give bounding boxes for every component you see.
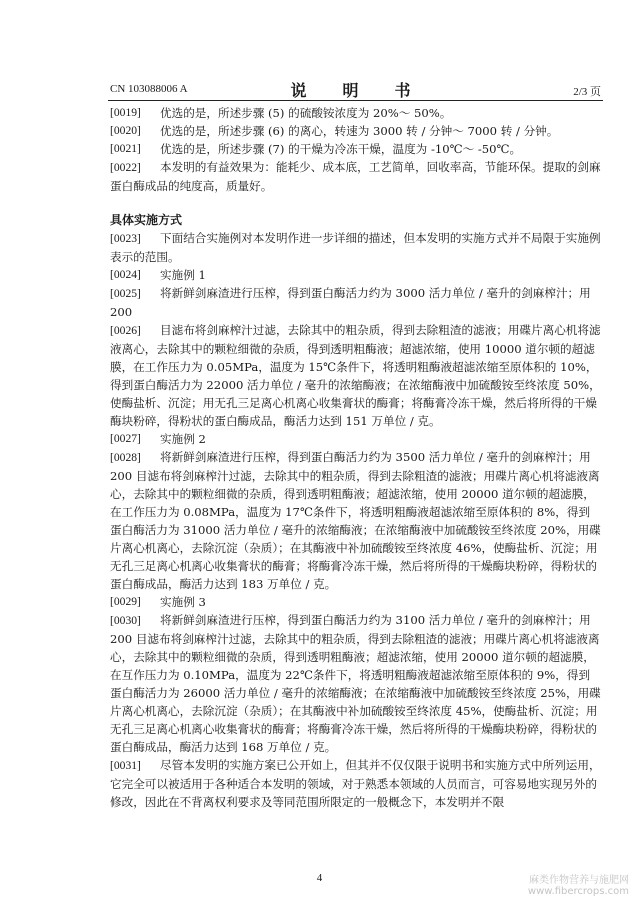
paragraph-number: [0029] (110, 595, 141, 608)
paragraph-text: 将新鲜剑麻渣进行压榨，得到蛋白酶活力约为 3100 活力单位 / 毫升的剑麻榨汁；用 200 目滤布将剑麻榨汁过滤，去除其中的粗杂质，得到去除粗渣的滤液；用碟片离心机将滤液离心，去除其中的颗粒细微的杂质，得到透明粗酶液；超滤浓缩，使用 20000 道尔顿的超滤膜，在互作压力为 0.10MPa，温度为 22℃条件下，将透明粗酶液超滤浓缩至原体积的 9%，得到蛋白酶活力为 26000 活力单位 / 毫升的浓缩酶液；在浓缩酶液中加硫酸铵至终浓度 25%，用碟片离心机离心，去除沉淀（杂质）；在其酶液中补加硫酸铵至终浓度 45%，使酶盐析、沉淀；用无孔三足离心机离心收集膏状的酶膏；将酶膏冷冻干燥，然后将所得的干燥酶块粉碎，得粉状的蛋白酶成品，酶活力达到 168 万单位 / 克。 (110, 613, 601, 754)
page-header (110, 80, 601, 98)
paragraph-number: [0026] (110, 324, 141, 337)
paragraph-number: [0031] (110, 759, 141, 772)
paragraph-0022 (110, 158, 601, 195)
paragraph-0027 (110, 430, 601, 448)
document-body (110, 104, 601, 811)
paragraph-0028 (110, 448, 601, 593)
paragraph-0020 (110, 122, 601, 140)
paragraph-number: [0022] (110, 161, 141, 174)
paragraph-number: [0030] (110, 614, 141, 627)
paragraph-number: [0021] (110, 142, 141, 155)
paragraph-0025 (110, 284, 601, 321)
paragraph-text: 实施例 1 (160, 268, 206, 282)
paragraph-0024 (110, 266, 601, 284)
paragraph-0026 (110, 321, 601, 430)
paragraph-0030 (110, 611, 601, 756)
page-number: 4 (316, 872, 323, 884)
paragraph-number: [0027] (110, 432, 141, 445)
paragraph-0021 (110, 140, 601, 158)
paragraph-0029 (110, 593, 601, 611)
paragraph-text: 目滤布将剑麻榨汁过滤，去除其中的粗杂质，得到去除粗渣的滤液；用碟片离心机将滤液离心，去除其中的颗粒细微的杂质，得到透明粗酶液；超滤浓缩，使用 10000 道尔顿的超滤膜，在工作压力为 0.05MPa，温度为 15℃条件下，将透明粗酶液超滤浓缩至原体积的 10%，得到蛋白酶活力为 22000 活力单位 / 毫升的浓缩酶液；在浓缩酶液中加硫酸铵至终浓度 50%，使酶盐析、沉淀；用无孔三足离心机离心收集膏状的酶膏；将酶膏冷冻干燥，然后将所得的干燥酶块粉碎，得粉状的蛋白酶成品，酶活力达到 151 万单位 / 克。 (110, 323, 601, 428)
paragraph-number: [0025] (110, 287, 141, 300)
paragraph-text: 优选的是，所述步骤 (7) 的干燥为冷冻干燥，温度为 -10℃～ -50℃。 (160, 142, 522, 156)
site-watermark: 麻类作物营养与施肥网 www.fibercrops.com (527, 875, 629, 897)
paragraph-number: [0019] (110, 106, 141, 119)
paragraph-0031 (110, 756, 601, 811)
paragraph-text: 将新鲜剑麻渣进行压榨，得到蛋白酶活力约为 3000 活力单位 / 毫升的剑麻榨汁；用 200 (110, 286, 591, 319)
paragraph-text: 将新鲜剑麻渣进行压榨，得到蛋白酶活力约为 3500 活力单位 / 毫升的剑麻榨汁；用 200 目滤布将剑麻榨汁过滤，去除其中的粗杂质，得到去除粗渣的滤液；用碟片离心机将滤液离心，去除其中的颗粒细微的杂质，得到透明粗酶液；超滤浓缩，使用 20000 道尔顿的超滤膜，在工作压力为 0.08MPa，温度为 17℃条件下，将透明粗酶液超滤浓缩至原体积的 8%，得到蛋白酶活力为 31000 活力单位 / 毫升的浓缩酶液；在浓缩酶液中加硫酸铵至终浓度 20%，用碟片离心机离心，去除沉淀（杂质）；在其酶液中补加硫酸铵至终浓度 46%，使酶盐析、沉淀；用无孔三足离心机离心收集膏状的酶膏；将酶膏冷冻干燥，然后将所得的干燥酶块粉碎，得粉状的蛋白酶成品，酶活力达到 183 万单位 / 克。 (110, 450, 601, 591)
paragraph-text: 本发明的有益效果为：能耗少、成本底，工艺简单，回收率高，节能环保。提取的剑麻蛋白酶成品的纯度高，质量好。 (110, 160, 601, 193)
paragraph-text: 优选的是，所述步骤 (5) 的硫酸铵浓度为 20%～ 50%。 (160, 106, 452, 120)
paragraph-text: 尽管本发明的实施方案已公开如上，但其并不仅仅限于说明书和实施方式中所列运用，它完全可以被适用于各种适合本发明的领域，对于熟悉本领域的人员而言，可容易地实现另外的修改，因此在不背离权利要求及等同范围所限定的一般概念下，本发明并不限 (110, 758, 601, 809)
paragraph-text: 优选的是，所述步骤 (6) 的离心，转速为 3000 转 / 分钟～ 7000 转 / 分钟。 (160, 124, 559, 138)
paragraph-0023 (110, 229, 601, 266)
patent-number: CN 103088006 A (110, 83, 188, 95)
paragraph-number: [0020] (110, 124, 141, 137)
paragraph-number: [0028] (110, 451, 141, 464)
page-indicator: 2/3 页 (573, 86, 601, 98)
section-title: 具体实施方式 (110, 213, 183, 227)
header-divider (108, 100, 603, 101)
document-title: 说 明 书 (290, 83, 421, 100)
paragraph-text: 下面结合实施例对本发明作进一步详细的描述，但本发明的实施方式并不局限于实施例表示的范围。 (110, 231, 601, 264)
paragraph-text: 实施例 2 (160, 432, 206, 446)
paragraph-number: [0024] (110, 268, 141, 281)
paragraph-number: [0023] (110, 232, 141, 245)
paragraph-text: 实施例 3 (160, 595, 206, 609)
paragraph-0019 (110, 104, 601, 122)
